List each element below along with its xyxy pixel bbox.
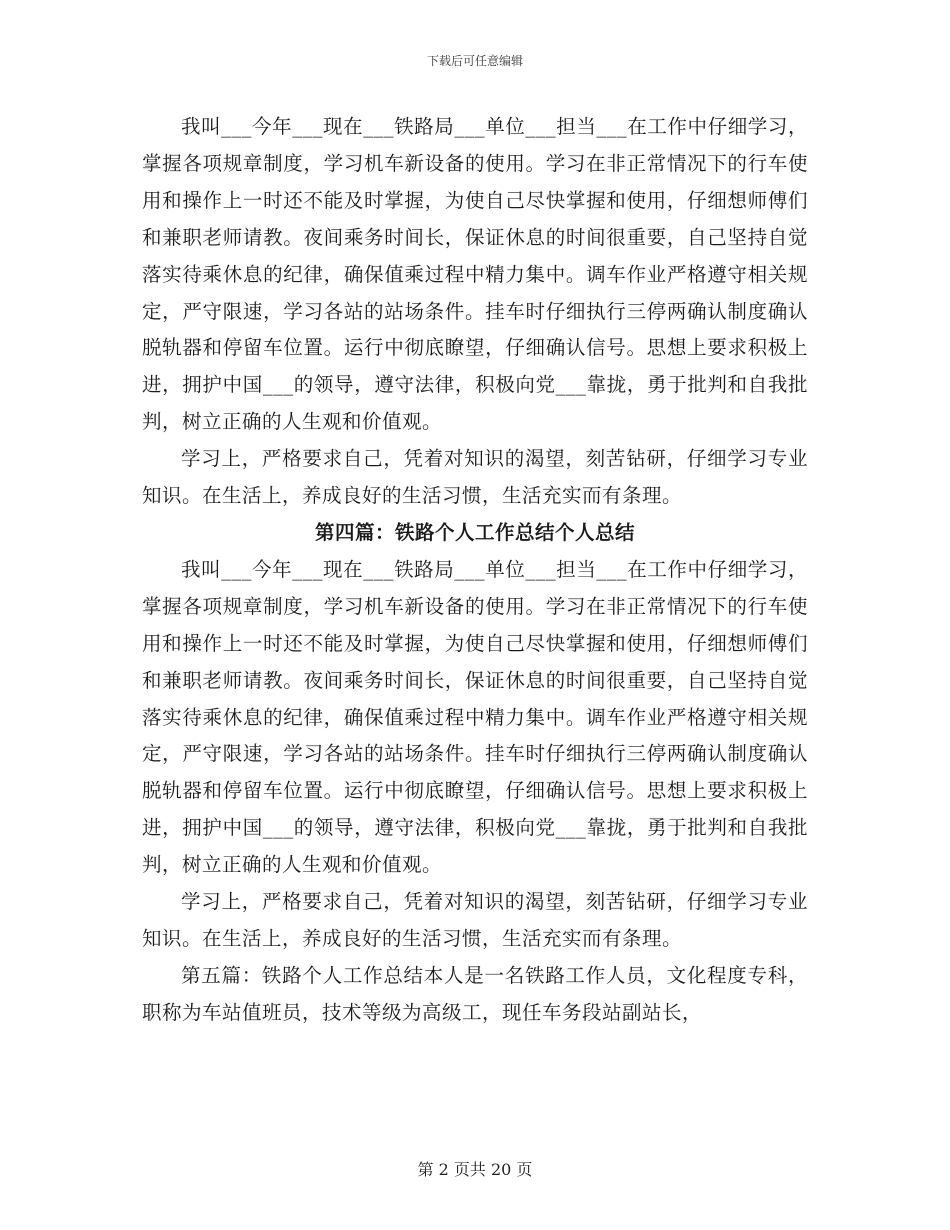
- paragraph-study-1: 学习上，严格要求自己，凭着对知识的渴望，刻苦钻研，仔细学习专业知识。在生活上，养成良好的生活习惯，生活充实而有条理。: [142, 447, 808, 508]
- document-body: [142, 109, 808, 1032]
- section-heading-4: 第四篇：铁路个人工作总结个人总结: [314, 520, 635, 544]
- paragraph-section-5: 第五篇：铁路个人工作总结本人是一名铁路工作人员，文化程度专科，职称为车站值班员，技术等级为高级工，现任车务段站副站长，: [142, 963, 808, 1024]
- page-header: 下载后可任意编辑: [426, 54, 523, 68]
- paragraph-intro-1: 我叫___今年___现在___铁路局___单位___担当___在工作中仔细学习，掌握各项规章制度，学习机车新设备的使用。学习在非正常情况下的行车使用和操作上一时还不能及时掌握，为使自己尽快掌握和使用，仔细想师傅们和兼职老师请教。夜间乘务时间长，保证休息的时间很重要，自己坚持自觉落实待乘休息的纪律，确保值乘过程中精力集中。调车作业严格遵守相关规定，严守限速，学习各站的站场条件。挂车时仔细执行三停两确认制度确认脱轨器和停留车位置。运行中彻底瞭望，仔细确认信号。思想上要求积极上进，拥护中国___的领导，遵守法律，积极向党___靠拢，勇于批判和自我批判，树立正确的人生观和价值观。: [142, 115, 808, 434]
- page-number: 第 2 页共 20 页: [417, 1160, 533, 1179]
- paragraph-study-2: 学习上，严格要求自己，凭着对知识的渴望，刻苦钻研，仔细学习专业知识。在生活上，养成良好的生活习惯，生活充实而有条理。: [142, 890, 808, 950]
- paragraph-intro-2: 我叫___今年___现在___铁路局___单位___担当___在工作中仔细学习，掌握各项规章制度，学习机车新设备的使用。学习在非正常情况下的行车使用和操作上一时还不能及时掌握，为使自己尽快掌握和使用，仔细想师傅们和兼职老师请教。夜间乘务时间长，保证休息的时间很重要，自己坚持自觉落实待乘休息的纪律，确保值乘过程中精力集中。调车作业严格遵守相关规定，严守限速，学习各站的站场条件。挂车时仔细执行三停两确认制度确认脱轨器和停留车位置。运行中彻底瞭望，仔细确认信号。思想上要求积极上进，拥护中国___的领导，遵守法律，积极向党___靠拢，勇于批判和自我批判，树立正确的人生观和价值观。: [142, 557, 808, 877]
